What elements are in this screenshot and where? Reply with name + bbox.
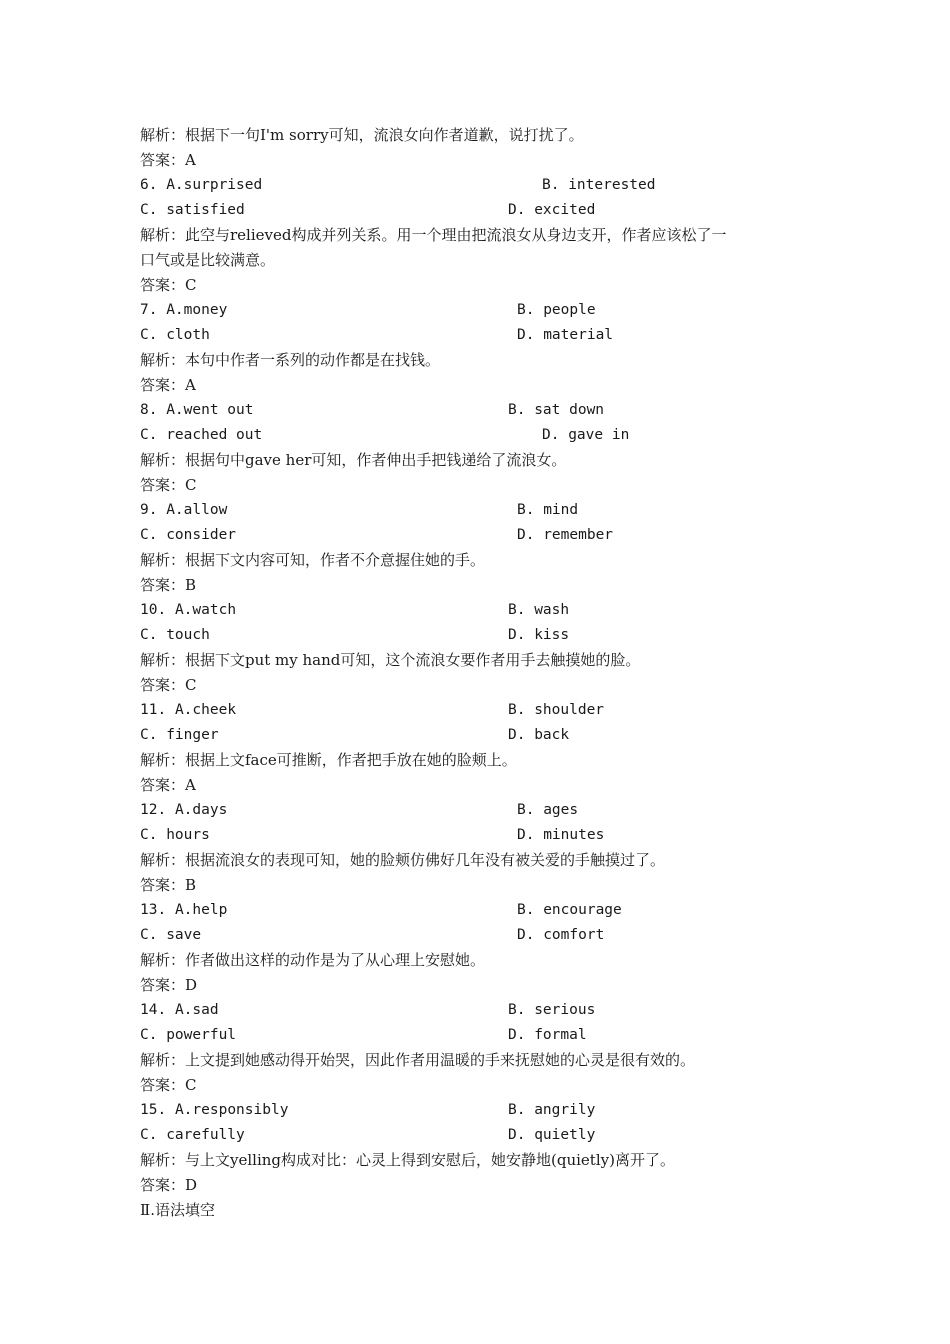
question-9-option-c: C. consider: [140, 527, 237, 543]
question-6-option-b: B. interested: [542, 177, 656, 193]
analysis-text: 解析：根据流浪女的表现可知，她的脸颊仿佛好几年没有被关爱的手触摸过了。: [140, 851, 666, 869]
question-8-option-a: 8. A.went out: [140, 402, 254, 418]
analysis-text: 解析：上文提到她感动得开始哭，因此作者用温暖的手来抚慰她的心灵是很有效的。: [140, 1051, 696, 1069]
question-7-option-b: B. people: [517, 302, 596, 318]
question-12-option-a: 12. A.days: [140, 802, 228, 818]
answer-text: 答案：D: [140, 1176, 198, 1194]
question-12-option-c: C. hours: [140, 827, 210, 843]
analysis-text: 解析：作者做出这样的动作是为了从心理上安慰她。: [140, 951, 486, 969]
question-8-option-c: C. reached out: [140, 427, 263, 443]
question-14-option-b: B. serious: [508, 1002, 596, 1018]
analysis-text: 解析：此空与relieved构成并列关系。用一个理由把流浪女从身边支开，作者应该松了一: [140, 226, 727, 244]
question-10-option-c: C. touch: [140, 627, 210, 643]
question-14-option-d: D. formal: [508, 1027, 587, 1043]
question-10-option-d: D. kiss: [508, 627, 570, 643]
analysis-text: 解析：根据句中gave her可知，作者伸出手把钱递给了流浪女。: [140, 451, 567, 469]
analysis-text: 解析：根据下文内容可知，作者不介意握住她的手。: [140, 551, 486, 569]
question-11-option-b: B. shoulder: [508, 702, 605, 718]
question-11-option-d: D. back: [508, 727, 570, 743]
question-15-option-b: B. angrily: [508, 1102, 596, 1118]
question-13-option-d: D. comfort: [517, 927, 605, 943]
question-9-option-b: B. mind: [517, 502, 579, 518]
question-9-option-a: 9. A.allow: [140, 502, 228, 518]
answer-text: 答案：A: [140, 151, 196, 169]
question-7-option-c: C. cloth: [140, 327, 210, 343]
analysis-text-continued: 口气或是比较满意。: [140, 251, 276, 269]
question-13-option-a: 13. A.help: [140, 902, 228, 918]
answer-text: 答案：C: [140, 676, 197, 694]
question-13-option-b: B. encourage: [517, 902, 622, 918]
question-6-option-a: 6. A.surprised: [140, 177, 263, 193]
question-10-option-b: B. wash: [508, 602, 570, 618]
question-14-option-a: 14. A.sad: [140, 1002, 219, 1018]
question-15-option-a: 15. A.responsibly: [140, 1102, 289, 1118]
question-9-option-d: D. remember: [517, 527, 614, 543]
question-11-option-c: C. finger: [140, 727, 219, 743]
question-14-option-c: C. powerful: [140, 1027, 237, 1043]
answer-text: 答案：B: [140, 576, 197, 594]
answer-text: 答案：C: [140, 276, 197, 294]
question-13-option-c: C. save: [140, 927, 202, 943]
question-7-option-a: 7. A.money: [140, 302, 228, 318]
answer-text: 答案：C: [140, 1076, 197, 1094]
answer-text: 答案：C: [140, 476, 197, 494]
analysis-text: 解析：根据上文face可推断，作者把手放在她的脸颊上。: [140, 751, 517, 769]
question-11-option-a: 11. A.cheek: [140, 702, 237, 718]
question-8-option-d: D. gave in: [542, 427, 630, 443]
answer-text: 答案：A: [140, 376, 196, 394]
question-10-option-a: 10. A.watch: [140, 602, 237, 618]
analysis-text: 解析：根据下文put my hand可知，这个流浪女要作者用手去触摸她的脸。: [140, 651, 641, 669]
question-8-option-b: B. sat down: [508, 402, 605, 418]
question-12-option-b: B. ages: [517, 802, 579, 818]
question-15-option-d: D. quietly: [508, 1127, 596, 1143]
question-6-option-d: D. excited: [508, 202, 596, 218]
answer-text: 答案：D: [140, 976, 198, 994]
question-12-option-d: D. minutes: [517, 827, 605, 843]
question-15-option-c: C. carefully: [140, 1127, 245, 1143]
question-6-option-c: C. satisfied: [140, 202, 245, 218]
question-7-option-d: D. material: [517, 327, 614, 343]
analysis-text: 解析：根据下一句I'm sorry可知，流浪女向作者道歉，说打扰了。: [140, 126, 584, 144]
answer-text: 答案：A: [140, 776, 196, 794]
section-heading: Ⅱ.语法填空: [140, 1201, 215, 1219]
analysis-text: 解析：本句中作者一系列的动作都是在找钱。: [140, 351, 441, 369]
analysis-text: 解析：与上文yelling构成对比：心灵上得到安慰后，她安静地(quietly)离开了。: [140, 1151, 675, 1169]
answer-text: 答案：B: [140, 876, 197, 894]
